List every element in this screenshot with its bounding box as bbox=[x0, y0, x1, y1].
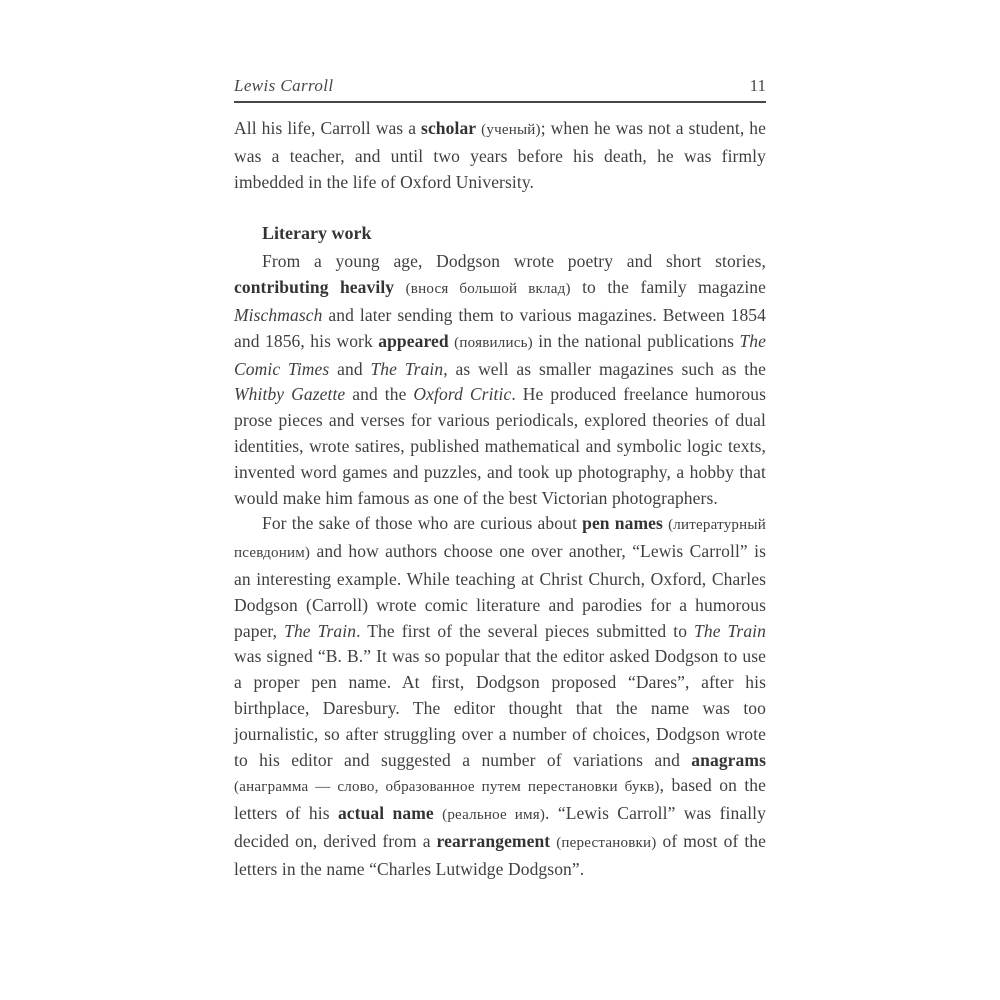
page-number: 11 bbox=[749, 76, 766, 95]
running-header bbox=[234, 76, 766, 103]
running-title: Lewis Carroll bbox=[234, 76, 334, 95]
section-heading-literary-work: Literary work bbox=[262, 223, 372, 244]
paragraph-literary-work: From a young age, Dodgson wrote poetry and short stories, contributing heavily (внося большой вклад) to the family magazine Mischmasch and later sending them to various magazines. Between 1854 and 1856, his work appeared (появились) in the national publications The Comic Times and The Train, as well as smaller magazines such as the Whitby Gazette and the Oxford Critic. He produced freelance humorous prose pieces and verses for various periodicals, explored theories of dual identities, wrote satires, published mathematical and symbolic logic texts, invented word games and puzzles, and took up photography, a hobby that would make him famous as one of the best Victorian photographers. bbox=[234, 251, 766, 508]
paragraph-scholar: All his life, Carroll was a scholar (ученый); when he was not a student, he was a teacher, and until two years before his death, he was firmly imbedded in the life of Oxford University. bbox=[234, 118, 766, 192]
page-content bbox=[234, 76, 766, 883]
paragraph-pen-names: For the sake of those who are curious about pen names (литературный псевдоним) and how authors choose one over another, “Lewis Carroll” is an interesting example. While teaching at Christ Church, Oxford, Charles Dodgson (Carroll) wrote comic literature and parodies for a humorous paper, The Train. The first of the several pieces submitted to The Train was signed “B. B.” It was so popular that the editor asked Dodgson to use a proper pen name. At first, Dodgson proposed “Dares”, after his birthplace, Daresbury. The editor thought that the name was too journalistic, so after struggling over a number of choices, Dodgson wrote to his editor and suggested a number of variations and anagrams (анаграмма — слово, образованное путем перестановки букв), based on the letters of his actual name (реальное имя). “Lewis Carroll” was finally decided on, derived from a rearrangement (перестановки) of most of the letters in the name “Charles Lutwidge Dodgson”. bbox=[234, 513, 767, 879]
